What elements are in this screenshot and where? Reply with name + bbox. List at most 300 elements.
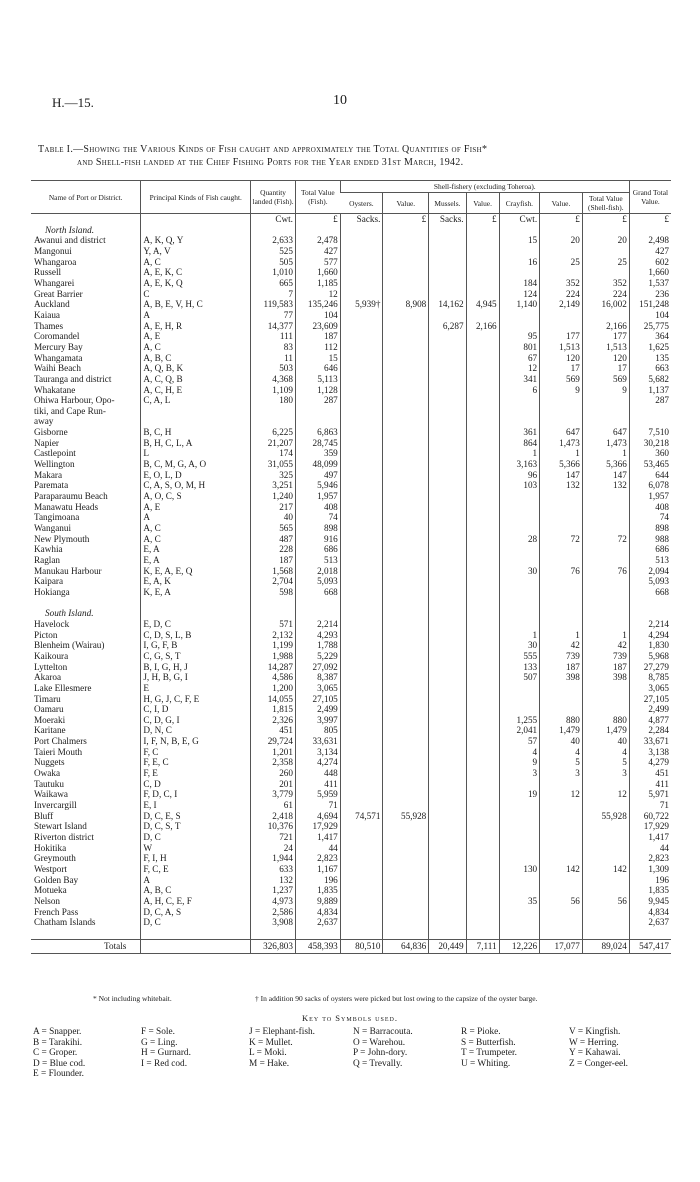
- value-cell: 6,863: [295, 427, 340, 438]
- value-cell: 2,478: [295, 235, 340, 246]
- cell-empty: [31, 928, 141, 939]
- value-cell: [383, 331, 429, 342]
- value-cell: [340, 544, 383, 555]
- value-cell: 565: [251, 523, 296, 534]
- port-name: Moeraki: [34, 714, 66, 725]
- value-cell: [340, 832, 383, 843]
- total-value: [141, 939, 251, 953]
- value-cell: [383, 257, 429, 268]
- value-cell: [540, 555, 583, 566]
- value-cell: 7,510: [629, 427, 671, 438]
- value-cell: 236: [629, 289, 671, 300]
- cell-empty: [141, 608, 251, 619]
- value-cell: [429, 448, 466, 459]
- fish-kinds: I, G, F, B: [141, 640, 251, 651]
- value-cell: 2,094: [629, 566, 671, 577]
- cell-empty: [295, 608, 340, 619]
- value-cell: 74: [295, 512, 340, 523]
- value-cell: 721: [251, 832, 296, 843]
- value-cell: 4,945: [466, 299, 499, 310]
- value-cell: [466, 416, 499, 427]
- value-cell: [340, 630, 383, 641]
- value-cell: 805: [295, 725, 340, 736]
- value-cell: 30: [499, 640, 540, 651]
- port-name: Manawatu Heads: [34, 501, 99, 512]
- total-value: 17,077: [540, 939, 583, 953]
- cell-empty: [582, 598, 629, 609]
- value-cell: [499, 704, 540, 715]
- value-cell: 3,134: [295, 747, 340, 758]
- table-row: [31, 480, 671, 491]
- value-cell: [340, 875, 383, 886]
- value-cell: [429, 353, 466, 364]
- value-cell: 6,225: [251, 427, 296, 438]
- value-cell: [383, 491, 429, 502]
- value-cell: [429, 374, 466, 385]
- value-cell: [429, 725, 466, 736]
- table-row: [31, 576, 671, 587]
- value-cell: 17: [540, 363, 583, 374]
- value-cell: 9: [540, 385, 583, 396]
- col-header-oysters: Oysters.: [340, 193, 383, 214]
- fish-kinds: F, E: [141, 768, 251, 779]
- value-cell: [340, 789, 383, 800]
- value-cell: 5: [540, 757, 583, 768]
- port-name: Thames: [34, 320, 64, 331]
- col-header-shellfish-group: Shell-fishery (excluding Toheroa).: [340, 181, 629, 193]
- table-row: [31, 289, 671, 300]
- key-column: [141, 1027, 191, 1069]
- port-name: Raglan: [34, 555, 61, 565]
- value-cell: [383, 694, 429, 705]
- value-cell: [466, 821, 499, 832]
- value-cell: 1,201: [251, 747, 296, 758]
- value-cell: [383, 779, 429, 790]
- col-header-grand-total: Grand Total Value.: [629, 181, 671, 214]
- value-cell: 1,660: [295, 267, 340, 278]
- value-cell: [383, 395, 429, 406]
- value-cell: [540, 907, 583, 918]
- value-cell: 16,002: [582, 299, 629, 310]
- value-cell: 644: [629, 470, 671, 481]
- value-cell: 5,959: [295, 789, 340, 800]
- value-cell: 577: [295, 257, 340, 268]
- value-cell: 352: [540, 278, 583, 289]
- value-cell: 72: [540, 534, 583, 545]
- port-name: Waihi Beach: [34, 363, 81, 374]
- cell-empty: [629, 928, 671, 939]
- value-cell: [540, 704, 583, 715]
- port-name: Kaiaua: [34, 309, 61, 320]
- value-cell: 1,240: [251, 491, 296, 502]
- table-row: [31, 416, 671, 427]
- fish-kinds: J, H, B, G, I: [141, 672, 251, 683]
- value-cell: [340, 278, 383, 289]
- port-name: Kaikoura: [34, 650, 69, 661]
- value-cell: 1,568: [251, 566, 296, 577]
- port-name: Westport: [34, 864, 67, 875]
- table-row: [31, 267, 671, 278]
- key-column: [353, 1027, 413, 1069]
- value-cell: [383, 555, 429, 566]
- value-cell: [499, 491, 540, 502]
- fish-kinds: A: [141, 512, 251, 523]
- value-cell: [466, 385, 499, 396]
- fish-kinds: A, B, C: [141, 353, 251, 364]
- value-cell: [429, 715, 466, 726]
- value-cell: 3: [540, 768, 583, 779]
- fish-kinds: C, D, S, L, B: [141, 630, 251, 641]
- value-cell: [499, 885, 540, 896]
- value-cell: 23,609: [295, 321, 340, 332]
- fish-kinds: D, C: [141, 917, 251, 928]
- value-cell: [582, 512, 629, 523]
- value-cell: [540, 512, 583, 523]
- value-cell: 1: [499, 448, 540, 459]
- table-row: [31, 864, 671, 875]
- value-cell: 44: [295, 843, 340, 854]
- value-cell: 3,138: [629, 747, 671, 758]
- value-cell: [466, 811, 499, 822]
- port-name: Makara: [34, 469, 63, 480]
- table-row: [31, 374, 671, 385]
- value-cell: 27,105: [295, 694, 340, 705]
- value-cell: 408: [629, 502, 671, 513]
- col-header-value-fish: Total Value (Fish).: [295, 181, 340, 214]
- value-cell: 513: [295, 555, 340, 566]
- key-entry: H = Gurnard.: [141, 1048, 191, 1059]
- value-cell: [540, 875, 583, 886]
- value-cell: 40: [251, 512, 296, 523]
- cell-empty: [466, 225, 499, 236]
- value-cell: 120: [540, 353, 583, 364]
- value-cell: [340, 566, 383, 577]
- port-name: Greymouth: [34, 853, 76, 864]
- value-cell: [540, 321, 583, 332]
- value-cell: 142: [540, 864, 583, 875]
- value-cell: 196: [629, 875, 671, 886]
- value-cell: [429, 576, 466, 587]
- key-column: [569, 1027, 628, 1069]
- fish-kinds: A, H, C, E, F: [141, 896, 251, 907]
- value-cell: 2,823: [295, 853, 340, 864]
- table-row: [31, 662, 671, 673]
- port-name: Mercury Bay: [34, 341, 83, 352]
- value-cell: 6: [499, 385, 540, 396]
- document-reference: H.—15.: [52, 95, 94, 110]
- value-cell: [383, 757, 429, 768]
- value-cell: [466, 725, 499, 736]
- value-cell: 42: [540, 640, 583, 651]
- value-cell: [466, 651, 499, 662]
- fish-kinds: C, G, S, T: [141, 651, 251, 662]
- value-cell: [582, 544, 629, 555]
- table-row: [31, 342, 671, 353]
- value-cell: [340, 917, 383, 928]
- value-cell: [466, 800, 499, 811]
- value-cell: [499, 576, 540, 587]
- value-cell: 451: [251, 725, 296, 736]
- key-entry: Q = Trevally.: [353, 1058, 403, 1069]
- value-cell: 104: [629, 310, 671, 321]
- value-cell: 2,166: [466, 321, 499, 332]
- value-cell: 2,633: [251, 235, 296, 246]
- value-cell: [499, 416, 540, 427]
- value-cell: [340, 683, 383, 694]
- value-cell: 9,945: [629, 896, 671, 907]
- value-cell: 4: [499, 747, 540, 758]
- value-cell: 4,586: [251, 672, 296, 683]
- value-cell: 505: [251, 257, 296, 268]
- port-name: Blenheim (Wairau): [34, 640, 105, 651]
- cell-empty: [251, 928, 296, 939]
- value-cell: 83: [251, 342, 296, 353]
- port-name: Castlepoint: [34, 448, 76, 459]
- value-cell: 1,513: [582, 342, 629, 353]
- value-cell: 1,957: [295, 491, 340, 502]
- fish-kinds: A, B, C: [141, 885, 251, 896]
- footnote-whitebait: * Not including whitebait.: [93, 994, 172, 1003]
- port-name: Nuggets: [34, 757, 65, 768]
- fish-kinds: K, E, A, E, Q: [141, 566, 251, 577]
- value-cell: 1,185: [295, 278, 340, 289]
- value-cell: [466, 427, 499, 438]
- table-row: [31, 310, 671, 321]
- cell-empty: [499, 608, 540, 619]
- value-cell: 1,140: [499, 299, 540, 310]
- cell-empty: [466, 928, 499, 939]
- value-cell: [295, 416, 340, 427]
- value-cell: [340, 694, 383, 705]
- value-cell: 5,939†: [340, 299, 383, 310]
- value-cell: 525: [251, 246, 296, 257]
- value-cell: [540, 821, 583, 832]
- value-cell: [540, 416, 583, 427]
- value-cell: [466, 438, 499, 449]
- value-cell: [429, 821, 466, 832]
- value-cell: [466, 768, 499, 779]
- fish-kinds: A, C, H, E: [141, 385, 251, 396]
- value-cell: 74: [629, 512, 671, 523]
- value-cell: 142: [582, 864, 629, 875]
- value-cell: [466, 587, 499, 598]
- value-cell: [466, 353, 499, 364]
- value-cell: 2,637: [629, 917, 671, 928]
- value-cell: 24: [251, 843, 296, 854]
- fish-kinds: B, I, G, H, J: [141, 662, 251, 673]
- cell-empty: [466, 608, 499, 619]
- value-cell: [582, 502, 629, 513]
- section-row: [31, 225, 671, 236]
- value-cell: 2,149: [540, 299, 583, 310]
- value-cell: [540, 544, 583, 555]
- table-row: [31, 672, 671, 683]
- value-cell: [429, 864, 466, 875]
- value-cell: 898: [295, 523, 340, 534]
- value-cell: 398: [540, 672, 583, 683]
- fish-kinds: A, E: [141, 331, 251, 342]
- value-cell: [429, 811, 466, 822]
- value-cell: [466, 789, 499, 800]
- cell-empty: [383, 598, 429, 609]
- value-cell: [429, 885, 466, 896]
- fish-kinds: Y, A, V: [141, 246, 251, 257]
- port-name: Chatham Islands: [34, 917, 96, 928]
- cell-empty: [582, 608, 629, 619]
- value-cell: [429, 512, 466, 523]
- table-row: [31, 725, 671, 736]
- key-entry: S = Butterfish.: [461, 1037, 516, 1048]
- fish-kinds: E, A: [141, 544, 251, 555]
- value-cell: 598: [251, 587, 296, 598]
- table-row: [31, 640, 671, 651]
- cell-empty: [540, 598, 583, 609]
- value-cell: [540, 853, 583, 864]
- value-cell: 30: [499, 566, 540, 577]
- value-cell: 663: [629, 363, 671, 374]
- value-cell: [383, 438, 429, 449]
- table-row: [31, 438, 671, 449]
- value-cell: 2,284: [629, 725, 671, 736]
- value-cell: 1,137: [629, 385, 671, 396]
- spacer-row: [31, 598, 671, 609]
- value-cell: 487: [251, 534, 296, 545]
- value-cell: [383, 416, 429, 427]
- value-cell: [429, 523, 466, 534]
- port-name: Invercargill: [34, 800, 77, 811]
- value-cell: [429, 832, 466, 843]
- value-cell: 177: [582, 331, 629, 342]
- value-cell: 3,997: [295, 715, 340, 726]
- value-cell: [340, 896, 383, 907]
- key-title: Key to Symbols used.: [302, 1013, 398, 1023]
- table-row: [31, 747, 671, 758]
- port-name: Manukau Harbour: [34, 565, 102, 576]
- value-cell: [466, 502, 499, 513]
- value-cell: 9,889: [295, 896, 340, 907]
- value-cell: 686: [295, 544, 340, 555]
- fish-kinds: A, E, K, C: [141, 267, 251, 278]
- value-cell: 5,682: [629, 374, 671, 385]
- value-cell: 361: [499, 427, 540, 438]
- value-cell: [429, 385, 466, 396]
- value-cell: [383, 459, 429, 470]
- value-cell: 48,099: [295, 459, 340, 470]
- value-cell: [340, 821, 383, 832]
- cell-empty: [429, 225, 466, 236]
- value-cell: [383, 896, 429, 907]
- value-cell: [499, 683, 540, 694]
- value-cell: 801: [499, 342, 540, 353]
- port-name: Great Barrier: [34, 288, 83, 299]
- value-cell: [466, 672, 499, 683]
- port-name: Nelson: [34, 895, 61, 906]
- cell-empty: [295, 598, 340, 609]
- value-cell: 1,835: [295, 885, 340, 896]
- value-cell: 15: [499, 235, 540, 246]
- value-cell: 132: [251, 875, 296, 886]
- total-value: 80,510: [340, 939, 383, 953]
- value-cell: 1,167: [295, 864, 340, 875]
- port-name: Ohiwa Harbour, Opo-: [34, 395, 115, 406]
- value-cell: [540, 811, 583, 822]
- table-row: [31, 736, 671, 747]
- port-name: Lyttelton: [34, 661, 68, 672]
- value-cell: [429, 704, 466, 715]
- total-value: 89,024: [582, 939, 629, 953]
- value-cell: [499, 310, 540, 321]
- value-cell: 1,988: [251, 651, 296, 662]
- value-cell: 287: [295, 395, 340, 406]
- value-cell: 8,785: [629, 672, 671, 683]
- col-header-quantity: Quantity landed (Fish).: [251, 181, 296, 214]
- value-cell: 177: [540, 331, 583, 342]
- value-cell: [466, 576, 499, 587]
- value-cell: [499, 587, 540, 598]
- value-cell: [466, 853, 499, 864]
- value-cell: 67: [499, 353, 540, 364]
- cell-empty: [499, 225, 540, 236]
- value-cell: 1,473: [582, 438, 629, 449]
- value-cell: 224: [540, 289, 583, 300]
- value-cell: [499, 907, 540, 918]
- unit-label: Cwt.: [499, 214, 540, 225]
- value-cell: [383, 363, 429, 374]
- table-row: [31, 331, 671, 342]
- table-row: [31, 235, 671, 246]
- value-cell: 408: [295, 502, 340, 513]
- value-cell: [582, 523, 629, 534]
- port-name: Wanganui: [34, 523, 72, 534]
- value-cell: 1,199: [251, 640, 296, 651]
- value-cell: [340, 800, 383, 811]
- value-cell: [499, 832, 540, 843]
- value-cell: [429, 587, 466, 598]
- value-cell: [582, 875, 629, 886]
- spacer-row: [31, 928, 671, 939]
- value-cell: [466, 619, 499, 630]
- value-cell: [429, 619, 466, 630]
- value-cell: [499, 694, 540, 705]
- value-cell: 686: [629, 544, 671, 555]
- value-cell: 11: [251, 353, 296, 364]
- value-cell: [582, 907, 629, 918]
- value-cell: 647: [582, 427, 629, 438]
- value-cell: [466, 363, 499, 374]
- value-cell: [340, 459, 383, 470]
- fish-kinds: A, E: [141, 502, 251, 513]
- value-cell: 739: [540, 651, 583, 662]
- port-name: Tautuku: [34, 778, 64, 789]
- value-cell: [582, 587, 629, 598]
- value-cell: 124: [499, 289, 540, 300]
- value-cell: [582, 917, 629, 928]
- value-cell: 196: [295, 875, 340, 886]
- value-cell: 29,724: [251, 736, 296, 747]
- value-cell: [429, 459, 466, 470]
- value-cell: [582, 576, 629, 587]
- value-cell: [383, 235, 429, 246]
- value-cell: 4,694: [295, 811, 340, 822]
- fish-kinds: A: [141, 875, 251, 886]
- table-row: [31, 512, 671, 523]
- cell-empty: [31, 598, 141, 609]
- value-cell: [429, 438, 466, 449]
- value-cell: [383, 427, 429, 438]
- value-cell: [383, 246, 429, 257]
- value-cell: 352: [582, 278, 629, 289]
- port-name: Owaka: [34, 768, 61, 779]
